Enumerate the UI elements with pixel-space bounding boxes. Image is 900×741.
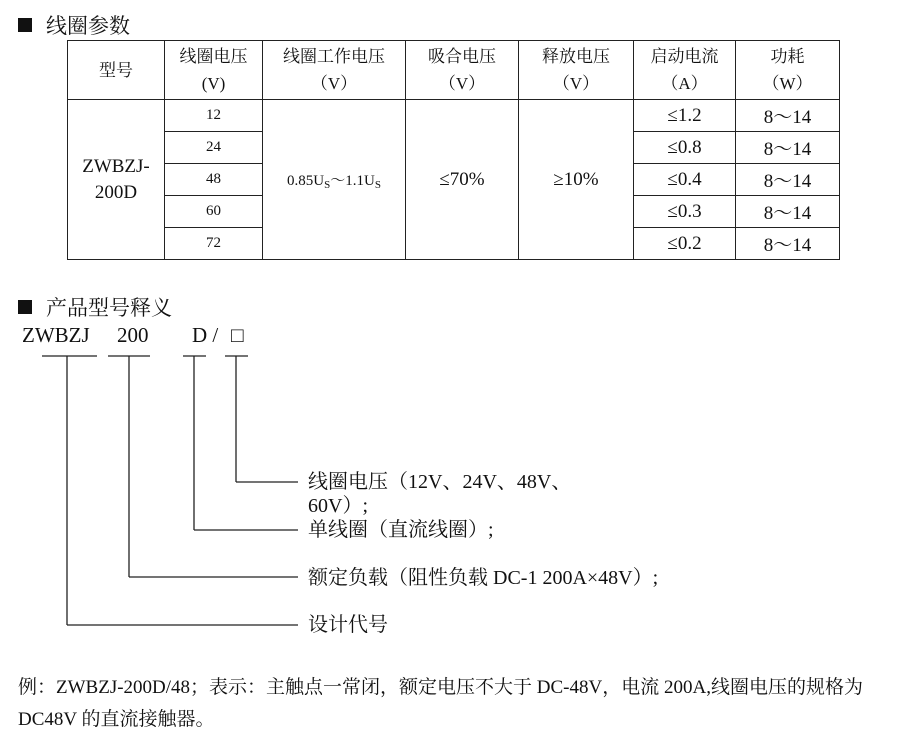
- start-current-cell: ≤0.3: [634, 196, 736, 228]
- single-coil-description: 单线圈（直流线圈）;: [308, 519, 494, 541]
- power-cell: 8～14: [736, 196, 840, 228]
- power-cell: 8～14: [736, 132, 840, 164]
- section-title: 线圈参数: [46, 14, 130, 38]
- model-code-part-coil: D /: [192, 323, 219, 347]
- coil-voltage-cell: 24: [165, 132, 263, 164]
- model-code-part-rating: 200: [117, 323, 149, 347]
- power-cell: 8～14: [736, 228, 840, 260]
- header-working-voltage: 线圈工作电压 （V）: [263, 41, 406, 100]
- power-cell: 8～14: [736, 164, 840, 196]
- coil-voltage-description: 线圈电压（12V、24V、48V、 60V）;: [308, 471, 572, 517]
- working-voltage-cell: $0.85U_S\sim 1.1U_S$: [263, 100, 406, 260]
- start-current-cell: ≤0.2: [634, 228, 736, 260]
- coil-voltage-cell: 12: [165, 100, 263, 132]
- header-power: 功耗 （W）: [736, 41, 840, 100]
- power-cell: 8～14: [736, 100, 840, 132]
- start-current-cell: ≤0.8: [634, 132, 736, 164]
- header-start-current: 启动电流 （A）: [634, 41, 736, 100]
- start-current-cell: ≤0.4: [634, 164, 736, 196]
- header-release-voltage: 释放电压 （V）: [519, 41, 634, 100]
- header-model: 型号: [68, 41, 165, 100]
- model-cell: ZWBZJ- 200D: [68, 100, 165, 260]
- model-code-part-series: ZWBZJ: [22, 323, 90, 347]
- start-current-cell: ≤1.2: [634, 100, 736, 132]
- example-paragraph: 例：ZWBZJ-200D/48；表示：主触点一常闭，额定电压不大于 DC-48V，电流 200A,线圈电压的规格为 DC48V 的直流接触器。: [18, 677, 863, 730]
- model-code-part-voltage: □: [231, 323, 244, 347]
- section-title: 产品型号释义: [46, 296, 172, 320]
- release-voltage-cell: ≥10%: [519, 100, 634, 260]
- coil-voltage-cell: 72: [165, 228, 263, 260]
- design-code-description: 设计代号: [308, 614, 388, 636]
- coil-voltage-cell: 48: [165, 164, 263, 196]
- pickup-voltage-cell: ≤70%: [406, 100, 519, 260]
- header-coil-voltage: 线圈电压 (V): [165, 41, 263, 100]
- header-pickup-voltage: 吸合电压 （V）: [406, 41, 519, 100]
- coil-voltage-cell: 60: [165, 196, 263, 228]
- rated-load-description: 额定负载（阻性负载 DC-1 200A×48V）;: [308, 567, 659, 589]
